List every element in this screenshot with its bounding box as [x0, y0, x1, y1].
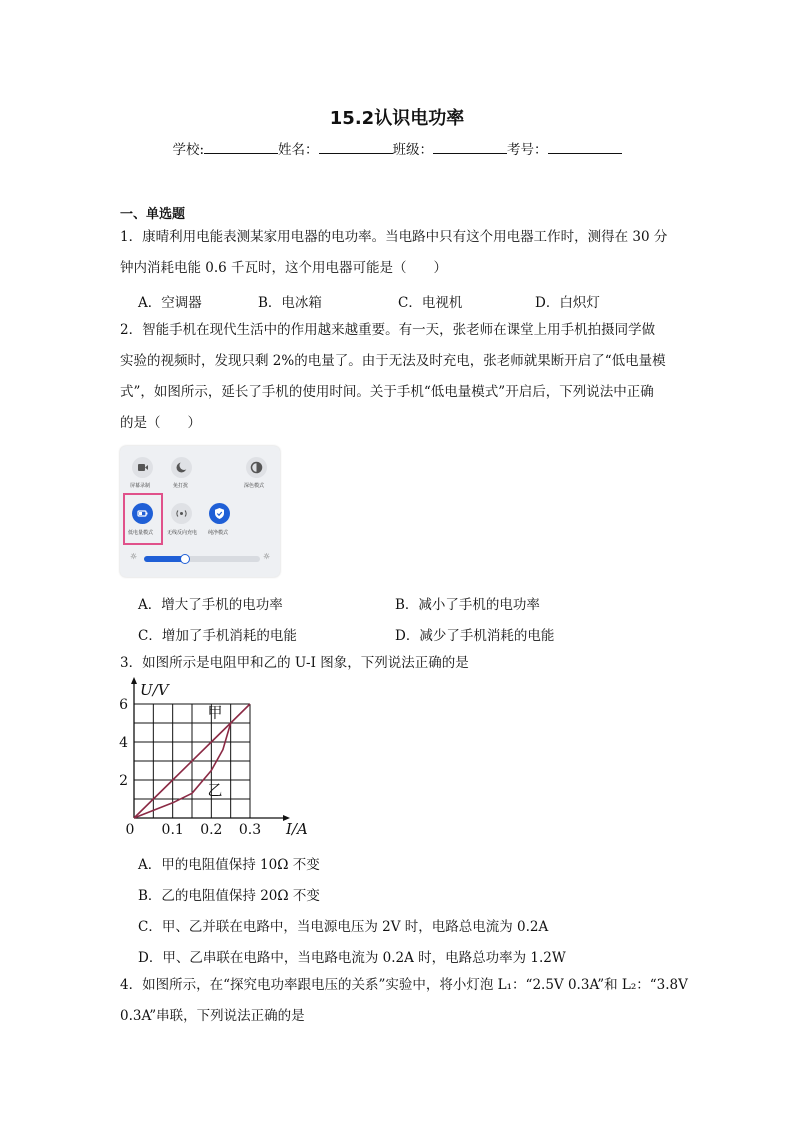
- q2-line1: 2．智能手机在现代生活中的作用越来越重要。有一天，张老师在课堂上用手机拍摄同学做: [120, 322, 656, 338]
- q1-option-d[interactable]: D．白炽灯: [535, 295, 600, 311]
- brightness-slider[interactable]: [144, 556, 260, 562]
- q3-option-c[interactable]: C．甲、乙并联在电路中，当电源电压为 2V 时，电路总电流为 0.2A: [138, 919, 549, 935]
- series-label-jia: 甲: [207, 703, 223, 722]
- brightness-low-icon: ☼: [130, 552, 138, 561]
- y-axis-label: U/V: [140, 681, 169, 699]
- q2-line2: 实验的视频时，发现只剩 2%的电量了。由于无法及时充电，张老师就果断开启了“低电量模: [120, 353, 666, 369]
- q4-line1: 4．如图所示，在“探究电功率跟电压的关系”实验中，将小灯泡 L₁：“2.5V 0.3A”和 L₂：“3.8V: [120, 977, 688, 993]
- page-title: 15.2认识电功率: [329, 108, 465, 129]
- y-tick-label: 2: [119, 773, 128, 789]
- q2-option-a[interactable]: A．增大了手机的电功率: [138, 597, 283, 613]
- q2-line3: 式”，如图所示，延长了手机的使用时间。关于手机“低电量模式”开启后，下列说法中正确: [120, 384, 654, 400]
- pure-mode-shield-icon: [209, 503, 230, 524]
- dark-mode-icon: [246, 457, 267, 478]
- wireless-reverse-charge-label: 无线反向充电: [167, 530, 198, 536]
- x-tick-label: 0: [125, 822, 135, 838]
- name-blank[interactable]: [319, 141, 393, 154]
- series-label-yi: 乙: [207, 781, 223, 800]
- class-blank[interactable]: [433, 141, 507, 154]
- q1-option-c[interactable]: C．电视机: [398, 295, 463, 311]
- y-tick-label: 6: [119, 697, 128, 713]
- wireless-reverse-charge-icon: [171, 503, 192, 524]
- q2-line4: 的是（ ）: [120, 415, 201, 431]
- q1-option-b[interactable]: B．电冰箱: [258, 295, 322, 311]
- class-label: 班级：: [392, 142, 434, 158]
- do-not-disturb-label: 免打扰: [173, 483, 189, 489]
- q4-line2: 0.3A”串联，下列说法正确的是: [120, 1008, 305, 1024]
- low-power-mode-icon: [132, 503, 153, 524]
- student-info-line: [0, 138, 794, 158]
- dark-mode-label: 深色模式: [244, 483, 265, 489]
- x-tick-label: 0.2: [200, 822, 223, 838]
- x-axis-label: I/A: [286, 820, 308, 838]
- x-tick-label: 0.3: [238, 822, 262, 838]
- y-tick-label: 4: [119, 735, 128, 751]
- ui-graph-chart: [112, 680, 308, 844]
- phone-control-center-figure: [120, 446, 280, 577]
- number-label: 考号：: [507, 142, 548, 158]
- screen-record-icon: [132, 457, 153, 478]
- q1-line1: 1．康晴利用电能表测某家用电器的电功率。当电路中只有这个用电器工作时，测得在 30 分: [120, 229, 668, 245]
- do-not-disturb-icon: [171, 457, 192, 478]
- number-blank[interactable]: [548, 141, 622, 154]
- x-tick-label: 0.1: [161, 822, 184, 838]
- name-label: 姓名：: [278, 142, 319, 158]
- q3-option-a[interactable]: A．甲的电阻值保持 10Ω 不变: [138, 857, 320, 873]
- q3-line1: 3．如图所示是电阻甲和乙的 U-I 图象，下列说法正确的是: [120, 655, 469, 671]
- q3-option-d[interactable]: D．甲、乙串联在电路中，当电路电流为 0.2A 时，电路总功率为 1.2W: [138, 950, 566, 966]
- section-heading: 一、单选题: [120, 207, 186, 222]
- q3-option-b[interactable]: B．乙的电阻值保持 20Ω 不变: [138, 888, 320, 904]
- school-label: 学校:: [172, 142, 205, 158]
- q1-option-a[interactable]: A．空调器: [138, 295, 202, 311]
- q1-line2: 钟内消耗电能 0.6 千瓦时，这个用电器可能是（ ）: [120, 260, 448, 276]
- q2-option-c[interactable]: C．增加了手机消耗的电能: [138, 628, 297, 644]
- pure-mode-label: 纯净模式: [208, 530, 229, 536]
- q2-option-b[interactable]: B．减小了手机的电功率: [395, 597, 540, 613]
- low-power-mode-label: 低电量模式: [128, 530, 154, 536]
- school-blank[interactable]: [204, 141, 278, 154]
- brightness-high-icon: ☼: [263, 552, 271, 561]
- screen-record-label: 屏幕录制: [130, 483, 151, 489]
- q2-option-d[interactable]: D．减少了手机消耗的电能: [395, 628, 555, 644]
